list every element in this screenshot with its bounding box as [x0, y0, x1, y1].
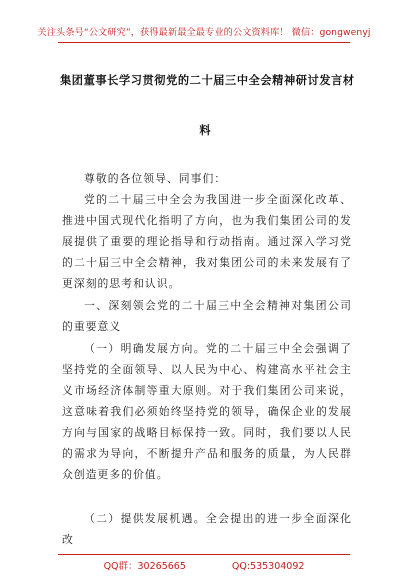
section-heading-1: 一、深刻领会党的二十届三中全会精神对集团公司的重要意义 — [62, 299, 352, 333]
paragraph-direction: （一）明确发展方向。党的二十届三中全会强调了坚持党的全面领导、以人民为中心、构建高水平社会主义市场经济体制等重大原则。对于我们集团公司来说，这意味着我们必须始终坚持党的领导，确保企业的发展方向与国家的战略目标保持一致。同时，我们要以人民的需求为导向，不断提升产品和服务的质量，为人民群众创造更多的价值。 — [62, 342, 352, 481]
footer-contact — [0, 558, 408, 572]
paragraph-opportunity: （二）提供发展机遇。全会提出的进一步全面深化改 — [62, 512, 352, 546]
header-divider — [58, 42, 350, 43]
footer-qq-group: QQ群：30265665 — [103, 561, 186, 572]
footer-divider — [58, 554, 350, 555]
header-promo-text: 关注头条号“公文研究”，获得最新最全最专业的公文资料库！ 微信：gongwenyj — [37, 27, 371, 38]
salutation: 尊敬的各位领导、同事们： — [84, 172, 227, 185]
document-title-line-1: 集团董事长学习贯彻党的二十届三中全会精神研讨发言材 — [60, 74, 355, 87]
paragraph-intro: 党的二十届三中全会为我国进一步全面深化改革、推进中国式现代化指明了方向，也为我们集团公司的发展提供了重要的理论指导和行动指南。通过深入学习党的二十届三中全会精神，我对集团公司的未来发展有了更深刻的思考和认识。 — [62, 193, 352, 290]
footer-qq: QQ:535304092 — [231, 561, 305, 572]
document-title-line-2: 料 — [199, 124, 211, 137]
